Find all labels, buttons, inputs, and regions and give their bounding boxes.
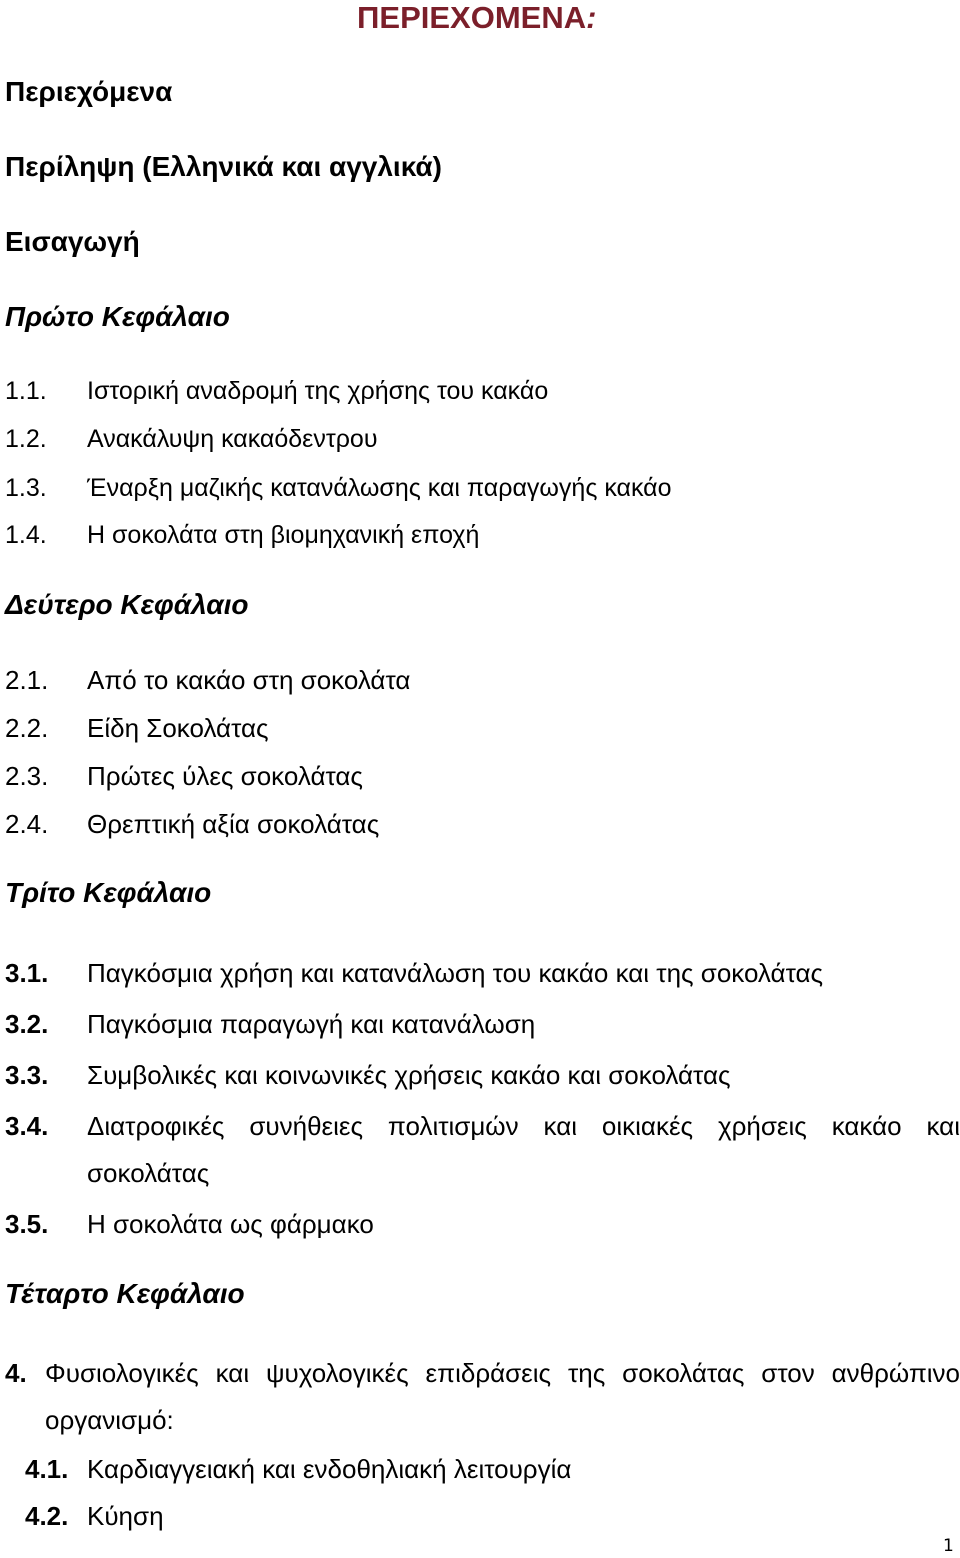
- chapter1-heading[interactable]: Πρώτο Κεφάλαιο: [5, 301, 230, 332]
- entry-number: 3.1.: [5, 958, 49, 988]
- toc-contents[interactable]: Περιεχόμενα: [5, 76, 173, 107]
- entry-title: Θρεπτική αξία σοκολάτας: [87, 809, 380, 839]
- entry-number: 2.2.: [5, 713, 49, 743]
- entry-number: 2.3.: [5, 761, 49, 791]
- entry-number: 1.2.: [5, 425, 47, 453]
- page-number: 1: [943, 1536, 954, 1556]
- entry-number: 2.1.: [5, 665, 49, 695]
- entry-number: 3.5.: [5, 1209, 49, 1239]
- entry-number: 1.3.: [5, 474, 47, 502]
- toc-entry-4-continuation[interactable]: οργανισμό:: [45, 1405, 174, 1435]
- entry-number: 4.1.: [25, 1454, 69, 1484]
- entry-title: Ιστορική αναδρομή της χρήσης του κακάο: [87, 377, 549, 405]
- entry-title: Συμβολικές και κοινωνικές χρήσεις κακάο και σοκολάτας: [87, 1060, 731, 1090]
- page-title-text: ΠΕΡΙΕΧΟΜΕΝΑ: [357, 0, 587, 35]
- entry-number: 1.1.: [5, 377, 47, 405]
- page-title-colon: :: [586, 0, 597, 35]
- toc-entry-4-title[interactable]: Φυσιολογικές και ψυχολογικές επιδράσεις της σοκολάτας στον ανθρώπινο: [45, 1358, 960, 1388]
- toc-entry-4-number: 4.: [5, 1358, 27, 1388]
- entry-title: Διατροφικές συνήθειες πολιτισμών και οικιακές χρήσεις κακάο και: [87, 1111, 960, 1141]
- entry-title: Ανακάλυψη κακαόδεντρου: [87, 425, 378, 453]
- entry-title: Παγκόσμια χρήση και κατανάλωση του κακάο και της σοκολάτας: [87, 958, 824, 988]
- entry-number: 2.4.: [5, 809, 49, 839]
- entry-number: 3.3.: [5, 1060, 49, 1090]
- entry-number: 3.2.: [5, 1009, 49, 1039]
- entry-title: Είδη Σοκολάτας: [87, 713, 269, 743]
- toc-abstract[interactable]: Περίληψη (Ελληνικά και αγγλικά): [5, 151, 442, 182]
- page-title: [357, 0, 596, 36]
- entry-title: Έναρξη μαζικής κατανάλωσης και παραγωγής κακάο: [87, 474, 672, 502]
- toc-entry-4-1[interactable]: [25, 1446, 571, 1492]
- chapter2-heading[interactable]: Δεύτερο Κεφάλαιο: [5, 589, 249, 620]
- toc-entry-3-4-continuation[interactable]: σοκολάτας: [87, 1158, 210, 1188]
- entry-title: Πρώτες ύλες σοκολάτας: [87, 761, 363, 791]
- entry-number: 4.2.: [25, 1501, 69, 1531]
- chapter4-heading[interactable]: Τέταρτο Κεφάλαιο: [5, 1278, 245, 1309]
- entry-title: Παγκόσμια παραγωγή και κατανάλωση: [87, 1009, 536, 1039]
- entry-title: Καρδιαγγειακή και ενδοθηλιακή λειτουργία: [87, 1454, 572, 1484]
- toc-introduction[interactable]: Εισαγωγή: [5, 226, 140, 257]
- entry-title: Κύηση: [87, 1501, 164, 1531]
- chapter3-heading[interactable]: Τρίτο Κεφάλαιο: [5, 877, 212, 908]
- entry-title: Από το κακάο στη σοκολάτα: [87, 665, 411, 695]
- entry-title: Η σοκολάτα ως φάρμακο: [87, 1209, 374, 1239]
- toc-entry-4-2[interactable]: [25, 1493, 164, 1539]
- entry-number: 1.4.: [5, 521, 47, 549]
- entry-number: 3.4.: [5, 1111, 49, 1141]
- entry-title: Η σοκολάτα στη βιομηχανική εποχή: [87, 521, 480, 549]
